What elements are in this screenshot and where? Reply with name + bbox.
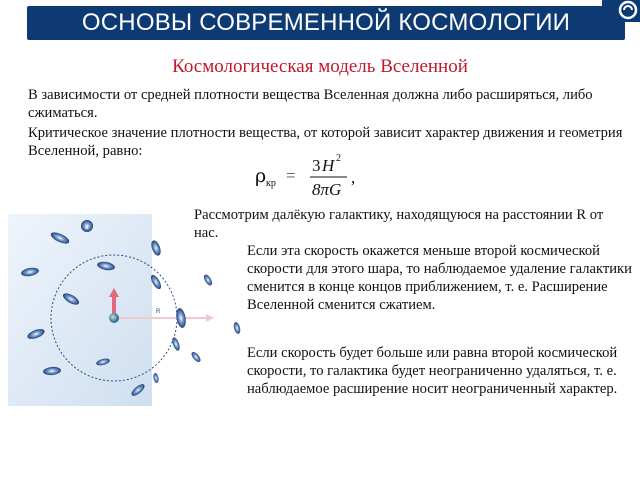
space-background: [8, 214, 152, 406]
formula-denominator: 8πG: [312, 180, 342, 199]
galaxy: [190, 350, 202, 363]
critical-density-formula: [255, 152, 375, 200]
formula-numerator-exp: 2: [336, 153, 341, 164]
observer-earth-icon: [109, 313, 119, 323]
logo-badge-icon: [602, 0, 640, 22]
formula-rho-subscript: кр: [266, 178, 276, 189]
paragraph-critical-density: Критическое значение плотности вещества, от которой зависит характер движения и геометрия Вселенной, равно:: [28, 125, 623, 159]
formula-numerator-var: H: [322, 156, 335, 175]
slide-title: ОСНОВЫ СОВРЕМЕННОЙ КОСМОЛОГИИ: [81, 9, 571, 36]
formula-equals: =: [286, 166, 296, 185]
paragraph-unlimited-expansion: Если скорость будет больше или равна второй космической скорости, то галактика будет неограниченно удаляться, т. е. наблюдаемое расширение носит неограниченный характер.: [247, 345, 618, 397]
paragraph-contraction: Если эта скорость окажется меньше второй космической скорости для этого шара, то наблюдаемое удаление галактики сменится в конце концов приближением, т. е. Расширение Вселенной сменится сжатием.: [247, 243, 632, 313]
slide-subtitle: Космологическая модель Вселенной: [172, 56, 468, 77]
right-arrowhead-icon: [206, 314, 214, 322]
expanding-universe-illustration: [8, 214, 246, 406]
formula-comma: ,: [351, 168, 356, 187]
formula-numerator-coef: 3: [312, 156, 321, 175]
galaxy: [202, 273, 213, 286]
galaxy: [153, 373, 160, 384]
formula-rho: ρ: [255, 165, 267, 187]
label-a: a: [85, 225, 89, 231]
paragraph-distant-galaxy: Рассмотрим далёкую галактику, находящуюся на расстоянии R от нас.: [194, 207, 604, 241]
galaxy: [233, 321, 242, 334]
slide-header: [0, 0, 640, 40]
galaxy: [175, 307, 187, 328]
galaxy: [171, 336, 181, 351]
radius-label: R: [156, 309, 161, 315]
paragraph-expansion: В зависимости от средней плотности вещества Вселенная должна либо расширяться, либо сжиматься.: [28, 87, 593, 121]
